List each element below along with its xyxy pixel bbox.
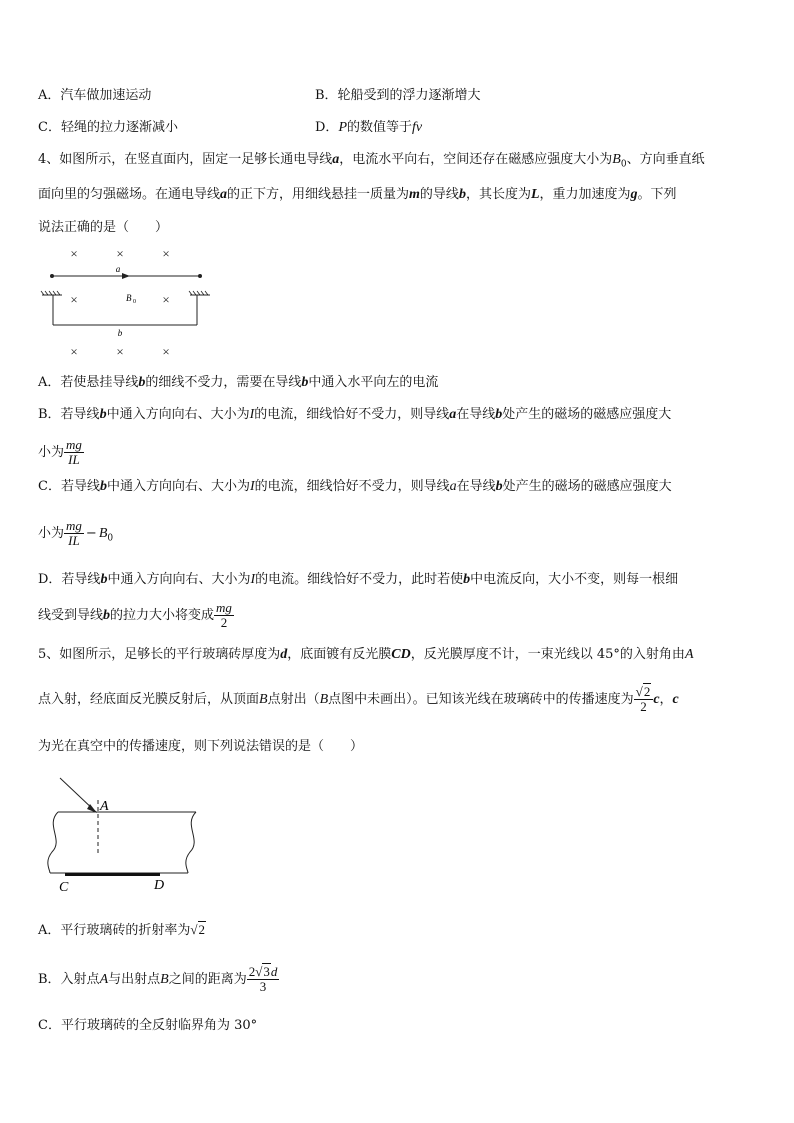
q4-stem-line3: 说法正确的是（ ） — [38, 220, 169, 235]
q4-figure — [40, 245, 215, 363]
q4-option-a: A．若使悬挂导线b的细线不受力，需要在导线b中通入水平向左的电流 — [38, 375, 439, 390]
fraction-mg-over-2: $\frac{mg}{2}$ — [216, 600, 232, 630]
q5-option-c: C．平行玻璃砖的全反射临界角为 30° — [38, 1018, 258, 1033]
field-cross-mark: × — [162, 292, 170, 307]
prev-option-c: C．轻绳的拉力逐渐减小 — [38, 120, 178, 135]
prev-option-d: D．P的数值等于fv — [315, 120, 423, 135]
field-cross-mark: × — [70, 246, 78, 261]
q5-stem-line3: 为光在真空中的传播速度，则下列说法错误的是（ ） — [38, 739, 364, 754]
slab-break-right — [186, 812, 196, 873]
label-b: b — [117, 328, 123, 338]
q5-option-a: A．平行玻璃砖的折射率为√2 — [38, 922, 206, 938]
label-b0-sub: 0 — [133, 299, 136, 305]
fraction-mg-over-il: $\frac{mg}{IL}$ — [66, 518, 82, 548]
q4-option-d-line1: D．若导线b中通入方向向右、大小为I的电流。细线恰好不受力，此时若使b中电流反向，大小不变，则每一根细 — [38, 572, 679, 587]
label-point-c: C — [59, 880, 69, 895]
fraction-2sqrt3d-over-3: $\frac{2√3d}{3}$ — [248, 964, 278, 994]
prev-option-a: A．汽车做加速运动 — [38, 88, 152, 103]
q5-option-b: B．入射点A与出射点B之间的距离为 $\frac{2√3d}{3}$ — [38, 964, 278, 994]
q5-stem-line1: 5、如图所示，足够长的平行玻璃砖厚度为d，底面镀有反光膜CD，反光膜厚度不计，一束光线以 45°的入射角由A — [38, 647, 694, 662]
q4-option-c-line1: C．若导线b中通入方向向右、大小为I的电流，细线恰好不受力，则导线a在导线b处产生的磁场的磁感应强度大 — [38, 479, 672, 494]
field-cross-mark: × — [116, 246, 124, 261]
fraction-mg-over-il: $\frac{mg}{IL}$ — [66, 437, 82, 467]
q4-stem-line2: 面向里的匀强磁场。在通电导线a的正下方，用细线悬挂一质量为m的导线b，其长度为L，重力加速度为g。下列 — [38, 187, 677, 202]
fraction-sqrt2-over-2: $\frac{√2}{2}$ — [634, 685, 654, 714]
label-b0: B — [126, 293, 132, 303]
q4-option-c-line2: 小为 $\frac{mg}{IL}$ − $B_0$ — [38, 518, 114, 548]
q4-option-b-line2: 小为 $\frac{mg}{IL}$ — [38, 437, 82, 467]
label-point-d: D — [154, 878, 165, 893]
q4-option-d-line2: 线受到导线b的拉力大小将变成 $\frac{mg}{2}$ — [38, 600, 232, 630]
slab-break-left — [48, 812, 58, 873]
field-cross-mark: × — [162, 246, 170, 261]
q4-option-b-line1: B．若导线b中通入方向向右、大小为I的电流，细线恰好不受力，则导线a在导线b处产生的磁场的磁感应强度大 — [38, 407, 672, 422]
field-cross-mark: × — [70, 292, 78, 307]
current-arrow-icon — [122, 273, 130, 279]
field-cross-mark: × — [116, 344, 124, 359]
prev-option-b: B．轮船受到的浮力逐渐增大 — [315, 88, 481, 103]
label-a: a — [115, 264, 121, 274]
label-point-a: A — [100, 799, 109, 814]
field-cross-mark: × — [162, 344, 170, 359]
field-cross-mark: × — [70, 344, 78, 359]
q5-stem-line2: 点入射，经底面反光膜反射后，从顶面B点射出（B点图中未画出）。已知该光线在玻璃砖中的传播速度为 $\frac{√2}{2}$ c，c — [38, 684, 679, 714]
q4-stem-line1: 4、如图所示，在竖直面内，固定一足够长通电导线a，电流水平向右，空间还存在磁感应强度大小为$B_0$、方向垂直纸 — [38, 152, 705, 170]
q5-figure — [40, 770, 210, 895]
